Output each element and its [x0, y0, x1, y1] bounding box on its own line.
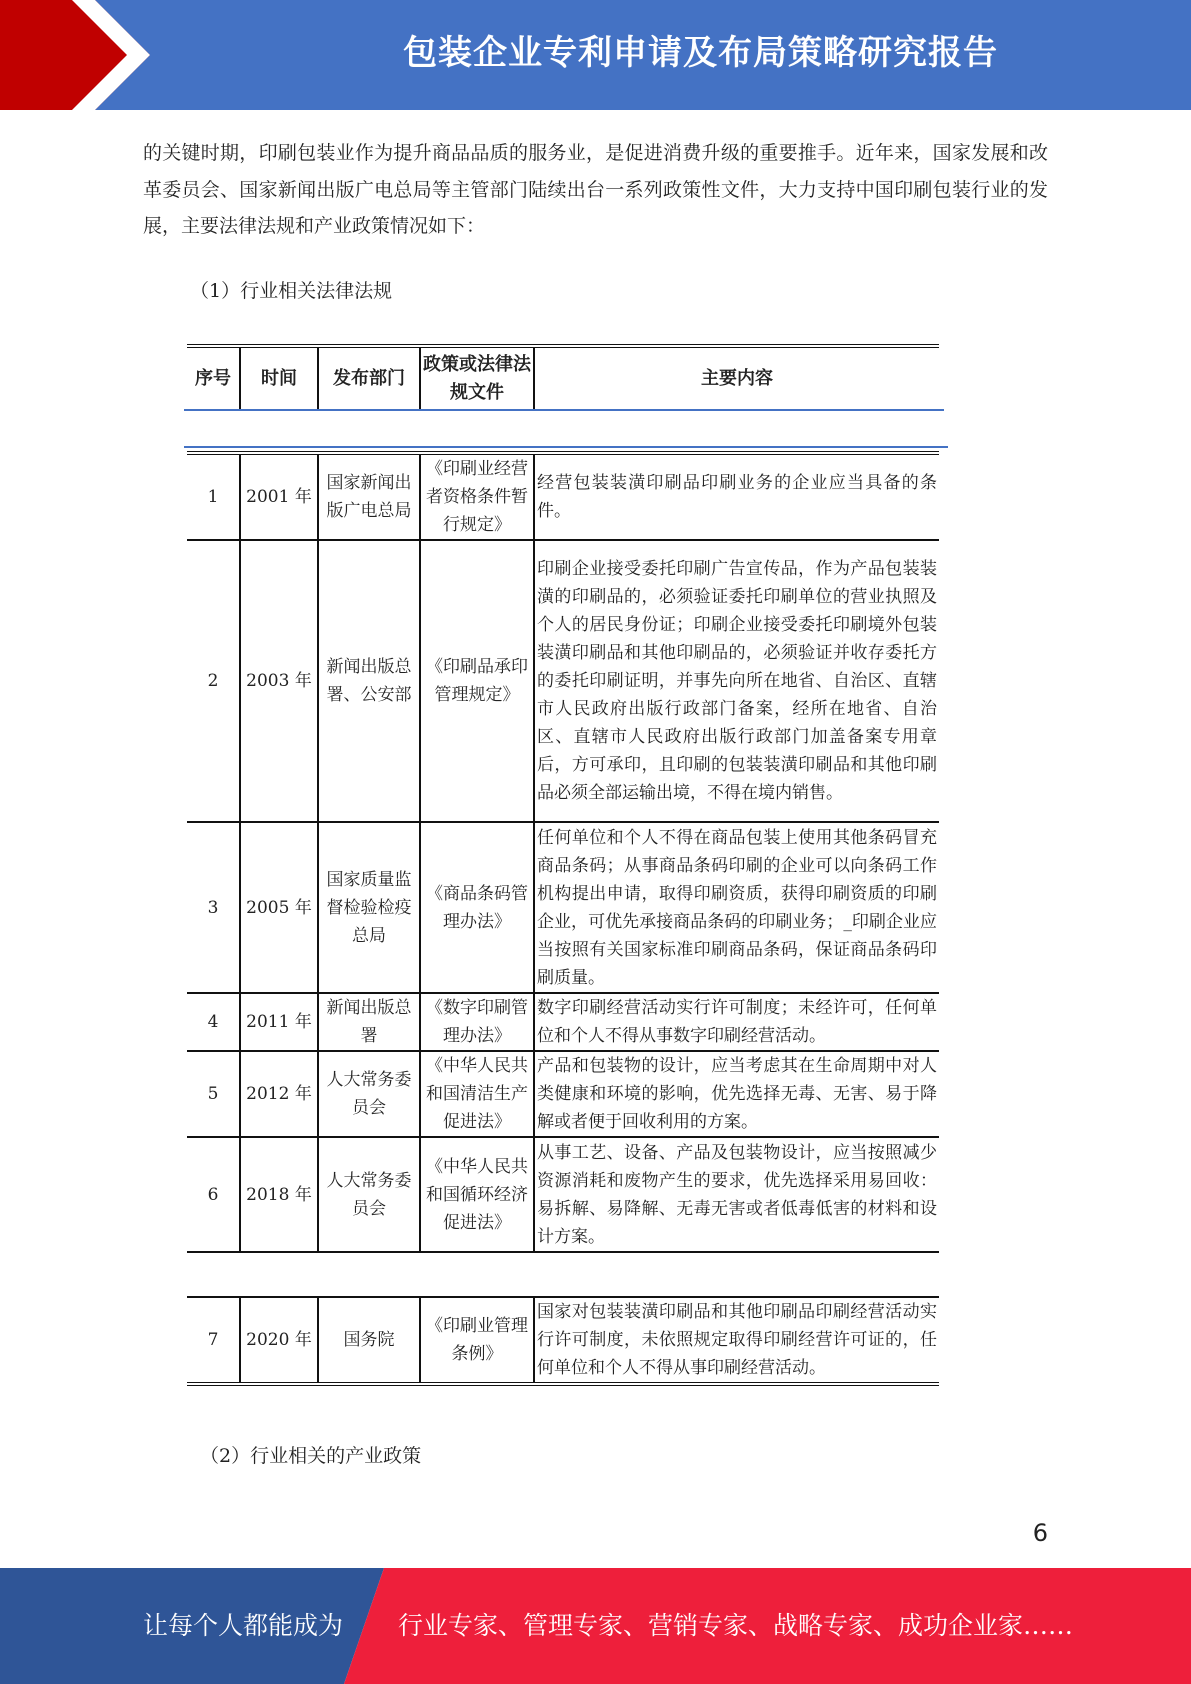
cell-doc: 《印刷业管理条例》: [420, 1297, 534, 1384]
table-header: [187, 344, 939, 411]
table-row: [187, 1051, 939, 1137]
cell-content: 数字印刷经营活动实行许可制度；未经许可，任何单位和个人不得从事数字印刷经营活动。: [534, 993, 939, 1051]
divider-line: [184, 446, 948, 448]
header-content: 主要内容: [534, 346, 939, 410]
cell-no: 6: [187, 1137, 240, 1252]
cell-dept: 新闻出版总署: [318, 993, 420, 1051]
cell-no: 4: [187, 993, 240, 1051]
cell-year: 2018 年: [240, 1137, 318, 1252]
table-row: [187, 540, 939, 822]
cell-year: 2001 年: [240, 453, 318, 540]
page-footer: [0, 1568, 1191, 1684]
cell-content: 国家对包装装潢印刷品和其他印刷品印刷经营活动实行许可制度，未依照规定取得印刷经营许可证的，任何单位和个人不得从事印刷经营活动。: [534, 1297, 939, 1384]
cell-doc: 《商品条码管理办法》: [420, 822, 534, 993]
header-dept: 发布部门: [318, 346, 420, 410]
cell-doc: 《数字印刷管理办法》: [420, 993, 534, 1051]
cell-dept: 国家质量监督检验检疫总局: [318, 822, 420, 993]
cell-doc: 《印刷业经营者资格条件暂行规定》: [420, 453, 534, 540]
cell-doc: 《印刷品承印管理规定》: [420, 540, 534, 822]
cell-year: 2011 年: [240, 993, 318, 1051]
cell-dept: 人大常务委员会: [318, 1137, 420, 1252]
cell-content: 从事工艺、设备、产品及包装物设计，应当按照减少资源消耗和废物产生的要求，优先选择采用易回收：易拆解、易降解、无毒无害或者低毒低害的材料和设计方案。: [534, 1137, 939, 1252]
cell-no: 1: [187, 453, 240, 540]
cell-year: 2005 年: [240, 822, 318, 993]
footer-slogan-right: 行业专家、管理专家、营销专家、战略专家、成功企业家……: [398, 1611, 1074, 1640]
cell-dept: 人大常务委员会: [318, 1051, 420, 1137]
cell-content: 经营包装装潢印刷品印刷业务的企业应当具备的条件。: [534, 453, 939, 540]
intro-paragraph: 的关键时期，印刷包装业作为提升商品品质的服务业，是促进消费升级的重要推手。近年来，国家发展和改革委员会、国家新闻出版广电总局等主管部门陆续出台一系列政策性文件，大力支持中国印刷包装行业的发展，主要法律法规和产业政策情况如下：: [143, 142, 1048, 237]
cell-no: 7: [187, 1297, 240, 1384]
cell-year: 2012 年: [240, 1051, 318, 1137]
cell-year: 2003 年: [240, 540, 318, 822]
cell-doc: 《中华人民共和国清洁生产促进法》: [420, 1051, 534, 1137]
cell-year: 2020 年: [240, 1297, 318, 1384]
divider-line: [184, 409, 944, 411]
cell-no: 3: [187, 822, 240, 993]
section-title-policies: （2）行业相关的产业政策: [200, 1445, 422, 1467]
cell-dept: 新闻出版总署、公安部: [318, 540, 420, 822]
header-doc: 政策或法律法规文件: [420, 346, 534, 410]
cell-content: 印刷企业接受委托印刷广告宣传品，作为产品包装装潢的印刷品的，必须验证委托印刷单位的营业执照及个人的居民身份证；印刷企业接受委托印刷境外包装装潢印刷品和其他印刷品的，必须验证并收存委托方的委托印刷证明，并事先向所在地省、自治区、直辖市人民政府出版行政部门备案，经所在地省、自治区、直辖市人民政府出版行政部门加盖备案专用章后，方可承印，且印刷的包装装潢印刷品和其他印刷品必须全部运输出境，不得在境内销售。: [534, 540, 939, 822]
table-row: [187, 453, 939, 540]
cell-dept: 国家新闻出版广电总局: [318, 453, 420, 540]
page-header: [0, 0, 1191, 110]
header-no: 序号: [187, 346, 240, 410]
cell-content: 产品和包装物的设计，应当考虑其在生命周期中对人类健康和环境的影响，优先选择无毒、无害、易于降解或者便于回收利用的方案。: [534, 1051, 939, 1137]
table-row: [187, 1297, 939, 1384]
table-row: [187, 822, 939, 993]
footer-slogan-left: 让每个人都能成为: [143, 1611, 344, 1640]
cell-no: 2: [187, 540, 240, 822]
report-title: 包装企业专利申请及布局策略研究报告: [403, 33, 998, 73]
cell-no: 5: [187, 1051, 240, 1137]
regulations-table: [187, 451, 939, 1253]
cell-doc: 《中华人民共和国循环经济促进法》: [420, 1137, 534, 1252]
section-title-laws: （1）行业相关法律法规: [190, 280, 393, 302]
cell-dept: 国务院: [318, 1297, 420, 1384]
table-row: [187, 993, 939, 1051]
header-year: 时间: [240, 346, 318, 410]
regulations-table-continued: [187, 1296, 939, 1386]
page-number: 6: [1032, 1519, 1048, 1547]
cell-content: 任何单位和个人不得在商品包装上使用其他条码冒充商品条码；从事商品条码印刷的企业可以向条码工作机构提出申请，取得印刷资质，获得印刷资质的印刷企业，可优先承接商品条码的印刷业务；_印刷企业应当按照有关国家标准印刷商品条码，保证商品条码印刷质量。: [534, 822, 939, 993]
table-row: [187, 1137, 939, 1252]
